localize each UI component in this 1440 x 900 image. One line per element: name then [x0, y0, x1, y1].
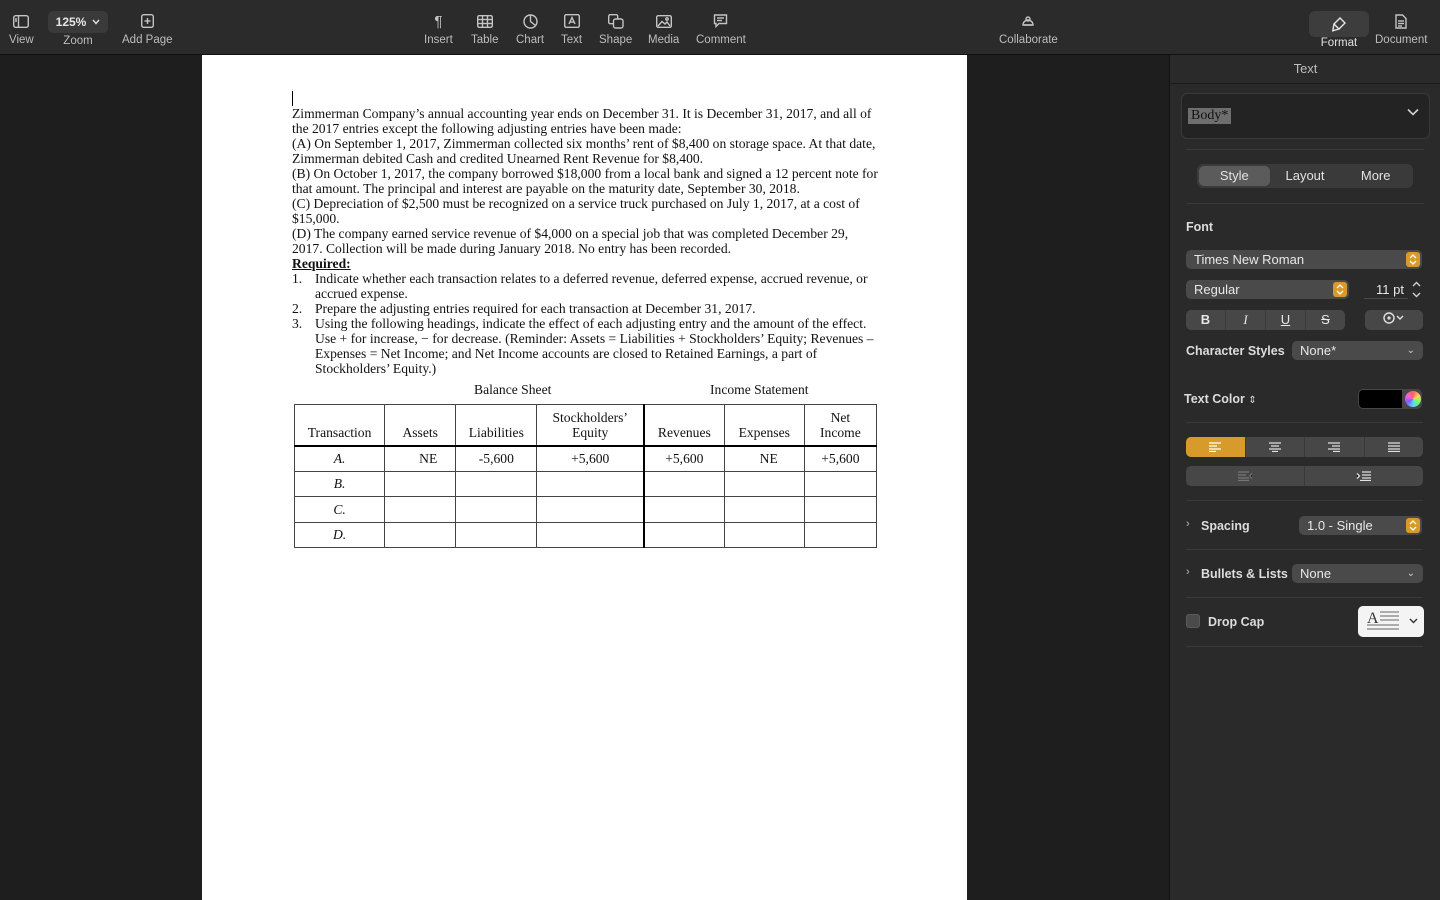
format-label: Format: [1320, 37, 1358, 49]
drop-cap-checkbox[interactable]: [1186, 614, 1200, 628]
table-cell[interactable]: B.: [295, 471, 385, 497]
table-cell[interactable]: -5,600: [456, 446, 537, 472]
toolbar: [0, 0, 1440, 55]
text-color-label[interactable]: [1184, 392, 1257, 406]
transaction-d: (D) The company earned service revenue of $4,000 on a special job that was completed December 29, 2017. Collection will be made during January 2018. No entry has been recorded.: [292, 226, 849, 256]
transaction-b: (B) On October 1, 2017, the company borrowed $18,000 from a local bank and signed a 12 percent note for that amount. The principal and interest are payable on the maturity date, September 30, 2018.: [292, 166, 878, 196]
table-cell[interactable]: C.: [295, 497, 385, 523]
drop-cap-icon: [1358, 606, 1424, 637]
collaborate-label: Collaborate: [999, 34, 1058, 46]
bullets-label[interactable]: Bullets & Lists: [1201, 567, 1288, 581]
list-number: 1.: [292, 271, 303, 286]
table-cell[interactable]: [537, 522, 644, 548]
justify-button[interactable]: [1365, 437, 1424, 457]
zoom-control[interactable]: [48, 9, 108, 47]
table-cell[interactable]: [385, 522, 456, 548]
table-cell[interactable]: [537, 497, 644, 523]
spacing-label[interactable]: Spacing: [1201, 519, 1250, 533]
table-cell[interactable]: +5,600: [804, 446, 876, 472]
divider: [1186, 422, 1423, 423]
header-text: Income: [820, 424, 861, 440]
chevron-right-icon[interactable]: ›: [1186, 518, 1190, 530]
table-row: [295, 446, 877, 472]
table-cell[interactable]: NE: [385, 446, 456, 472]
inspector-title: Text: [1293, 61, 1318, 76]
alignment-buttons: [1186, 437, 1423, 457]
table-row: [295, 497, 877, 523]
header-text: Stockholders’: [552, 409, 628, 425]
align-right-icon: [1327, 442, 1341, 452]
divider: [1186, 549, 1423, 550]
font-section-label: Font: [1186, 220, 1214, 234]
inspector-tabs: [1197, 164, 1413, 188]
strikethrough-button[interactable]: S: [1321, 312, 1330, 327]
document-canvas[interactable]: [0, 55, 1170, 900]
col-assets[interactable]: [385, 405, 456, 446]
character-style-value: None*: [1300, 343, 1337, 358]
view-button[interactable]: [9, 8, 34, 46]
header-text: Assets: [402, 424, 438, 440]
spacing-value: 1.0 - Single: [1307, 518, 1373, 533]
align-left-icon: [1208, 442, 1222, 452]
list-number: 2.: [292, 301, 303, 316]
table-cell[interactable]: [537, 471, 644, 497]
stepper-icon: ⇕: [1248, 395, 1257, 406]
increase-indent-button[interactable]: [1305, 466, 1423, 486]
document-page[interactable]: [202, 55, 967, 900]
divider: [1186, 203, 1424, 204]
font-family-select[interactable]: [1186, 250, 1422, 269]
media-button[interactable]: [648, 8, 679, 46]
collaborate-button[interactable]: [999, 8, 1058, 46]
collaborate-icon: [1019, 14, 1037, 28]
table-cell[interactable]: [804, 497, 876, 523]
chevron-down-icon: [1407, 108, 1419, 116]
stepper-icon: [1410, 279, 1423, 300]
align-right-button[interactable]: [1305, 437, 1365, 457]
table-button[interactable]: [471, 8, 499, 46]
income-statement-heading: Income Statement: [710, 382, 809, 397]
insert-label: Insert: [424, 34, 453, 46]
table-row: [295, 522, 877, 548]
chevron-down-icon: ⌄: [1406, 568, 1415, 579]
divider: [1186, 149, 1424, 150]
bold-button[interactable]: B: [1186, 310, 1226, 330]
table-cell[interactable]: [456, 522, 537, 548]
shape-label: Shape: [599, 34, 633, 46]
tab-more[interactable]: More: [1360, 168, 1391, 183]
table-cell[interactable]: [724, 471, 804, 497]
stepper-icon: [1406, 252, 1420, 267]
required-list: [292, 271, 882, 376]
divider: [1186, 500, 1423, 501]
drop-cap-style-select[interactable]: [1358, 606, 1424, 637]
comment-button[interactable]: [696, 8, 746, 46]
table-cell[interactable]: D.: [295, 522, 385, 548]
list-item: [292, 271, 882, 301]
col-liabilities[interactable]: [456, 405, 537, 446]
header-text: Liabilities: [468, 424, 524, 440]
indent-icon: [1356, 471, 1372, 481]
list-text: Using the following headings, indicate the effect of each adjusting entry and the amount of the effect. Use + for increase, − for decrease. (Reminder: Assets = Liabilities + Stockholders’ Equity; Revenues – Expenses = Net Income; and Net Income accounts are closed to Retained Earnings, a part of Stockholders’ Equity.): [315, 316, 874, 376]
divider: [1170, 83, 1440, 84]
header-text: Revenues: [657, 424, 711, 440]
outdent-icon: [1237, 471, 1253, 481]
table-cell[interactable]: +5,600: [537, 446, 644, 472]
chart-icon: [523, 14, 538, 29]
list-item: [292, 301, 882, 316]
spacing-select[interactable]: [1299, 516, 1422, 535]
align-center-button[interactable]: [1246, 437, 1306, 457]
indent-buttons: [1186, 466, 1423, 486]
chart-button[interactable]: [516, 8, 544, 46]
list-text: Indicate whether each transaction relates to a deferred revenue, deferred expense, accrued revenue, or accrued expense.: [315, 271, 868, 301]
textbox-icon: [564, 14, 580, 28]
color-wheel-icon[interactable]: [1405, 391, 1421, 407]
document-button[interactable]: [1375, 8, 1427, 46]
gear-icon: [1365, 310, 1423, 330]
document-body[interactable]: [292, 91, 882, 548]
add-page-label: Add Page: [122, 34, 173, 46]
table-cell[interactable]: [385, 471, 456, 497]
chevron-down-icon: ⌄: [1406, 345, 1415, 356]
bullets-value: None: [1300, 566, 1332, 581]
color-swatch[interactable]: [1359, 390, 1402, 408]
effects-table[interactable]: [294, 404, 877, 548]
table-header-row: [295, 405, 877, 446]
character-style-select[interactable]: [1292, 341, 1423, 360]
table-icon: [477, 15, 493, 28]
document-icon: [1395, 14, 1407, 29]
add-page-icon: [141, 14, 154, 28]
format-button[interactable]: [1309, 11, 1369, 49]
text-format-buttons: [1186, 310, 1345, 330]
table-cell[interactable]: [456, 497, 537, 523]
table-group-headings: [292, 376, 882, 404]
pilcrow-icon: ¶: [434, 12, 443, 30]
zoom-select[interactable]: [48, 11, 108, 33]
paragraph-style-select[interactable]: [1181, 93, 1430, 139]
list-text: Prepare the adjusting entries required for each transaction at December 31, 2017.: [315, 301, 756, 316]
text-color-well[interactable]: [1358, 389, 1422, 409]
media-label: Media: [648, 34, 680, 46]
table-cell[interactable]: +5,600: [644, 446, 724, 472]
transaction-c: (C) Depreciation of $2,500 must be recognized on a service truck purchased on July 1, 2017, at a cost of $15,000.: [292, 196, 860, 226]
divider: [1186, 646, 1423, 647]
table-cell[interactable]: A.: [295, 446, 385, 472]
paintbrush-icon: [1332, 17, 1346, 32]
comment-label: Comment: [696, 34, 746, 46]
chart-label: Chart: [516, 34, 545, 46]
table-cell[interactable]: [385, 497, 456, 523]
view-label: View: [9, 34, 34, 46]
advanced-options-button[interactable]: [1365, 310, 1423, 330]
character-styles-label: Character Styles: [1186, 344, 1285, 358]
table-cell[interactable]: [644, 471, 724, 497]
drop-cap-label: Drop Cap: [1208, 615, 1265, 629]
tab-style[interactable]: Style: [1199, 166, 1270, 186]
col-net-income[interactable]: [804, 405, 876, 446]
stepper-icon: [1333, 282, 1347, 297]
table-cell[interactable]: NE: [724, 446, 804, 472]
sidebar-icon: [13, 15, 29, 28]
typeface-value: Regular: [1194, 282, 1240, 297]
table-label: Table: [471, 34, 499, 46]
decrease-indent-button[interactable]: [1186, 466, 1305, 486]
divider: [1186, 597, 1423, 598]
col-equity[interactable]: [537, 405, 644, 446]
comment-icon: [713, 14, 728, 28]
table-cell[interactable]: [724, 522, 804, 548]
col-expenses[interactable]: [724, 405, 804, 446]
list-number: 3.: [292, 316, 303, 331]
shape-button[interactable]: [599, 8, 632, 46]
header-text: Net: [830, 409, 851, 425]
table-cell[interactable]: [456, 471, 537, 497]
col-revenues[interactable]: [644, 405, 724, 446]
justify-icon: [1387, 442, 1401, 452]
shape-icon: [608, 14, 624, 29]
table-cell[interactable]: [724, 497, 804, 523]
bullets-select[interactable]: [1292, 564, 1423, 583]
intro-paragraph: Zimmerman Company’s annual accounting year ends on December 31. It is December 31, 2017, and all of the 2017 entries except the following adjusting entries have been made:: [292, 106, 872, 136]
table-cell[interactable]: [644, 522, 724, 548]
underline-button[interactable]: U: [1266, 310, 1306, 330]
tab-layout[interactable]: Layout: [1285, 168, 1325, 183]
chevron-down-icon: [92, 19, 100, 25]
font-family-value: Times New Roman: [1194, 252, 1305, 267]
chevron-right-icon[interactable]: ›: [1186, 566, 1190, 578]
table-cell[interactable]: [644, 497, 724, 523]
header-text: Equity: [572, 424, 609, 440]
zoom-value: 125%: [55, 15, 87, 29]
add-page-button[interactable]: [122, 8, 173, 46]
table-row: [295, 471, 877, 497]
typeface-select[interactable]: [1186, 280, 1349, 299]
transaction-a: (A) On September 1, 2017, Zimmerman collected six months’ rent of $8,400 on storage space. At that date, Zimmerman debited Cash and credited Unearned Rent Revenue for $8,400.: [292, 136, 876, 166]
align-center-icon: [1268, 442, 1282, 452]
balance-sheet-heading: Balance Sheet: [474, 382, 552, 397]
font-size-stepper[interactable]: [1410, 279, 1423, 300]
required-heading: Required:: [292, 256, 351, 271]
text-label: Text: [561, 34, 583, 46]
font-size-field[interactable]: 11 pt: [1364, 280, 1408, 299]
italic-button[interactable]: I: [1226, 310, 1266, 330]
header-text: Transaction: [307, 424, 372, 440]
zoom-label: Zoom: [63, 35, 93, 47]
text-color-label-text: Text Color: [1184, 392, 1245, 406]
col-transaction[interactable]: [295, 405, 385, 446]
table-cell[interactable]: [804, 522, 876, 548]
media-icon: [656, 15, 672, 28]
paragraph-style-name: Body*: [1188, 108, 1231, 124]
insert-button[interactable]: [424, 8, 453, 46]
text-button[interactable]: [561, 8, 582, 46]
document-label: Document: [1375, 34, 1428, 46]
table-cell[interactable]: [804, 471, 876, 497]
stepper-icon: [1406, 518, 1420, 533]
list-item: [292, 316, 882, 376]
header-text: Expenses: [738, 424, 790, 440]
align-left-button[interactable]: [1186, 437, 1246, 457]
svg-text:A: A: [1367, 610, 1379, 627]
